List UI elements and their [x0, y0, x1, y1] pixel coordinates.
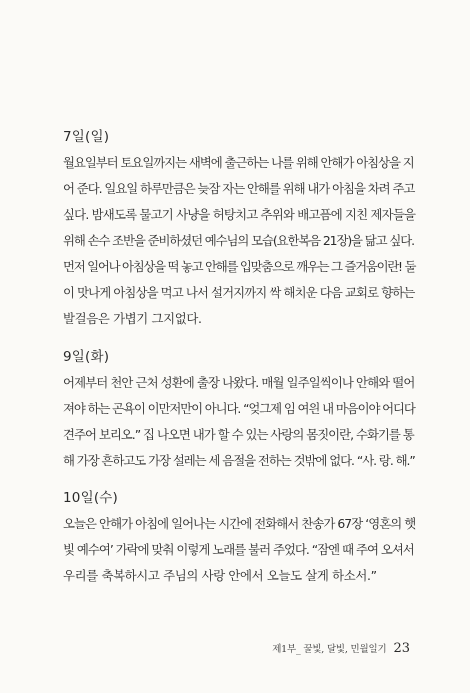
entry-line: 발걸음은 가볍기 그지없다. — [63, 311, 202, 326]
entry-line: 오늘은 안해가 아침에 일어나는 시간에 전화해서 찬송가 67장 ‘영혼의 햇 — [63, 516, 416, 531]
page-footer — [272, 641, 410, 656]
entry-line: 어제부터 천안 근처 성환에 출장 나왔다. 매월 일주일씩이나 안해와 떨어 — [63, 375, 415, 390]
entry-date: 9일(화) — [63, 349, 110, 365]
entry-line: 견주어 보리오.” 집 나오면 내가 할 수 있는 사랑의 몸짓이란, 수화기를 통 — [63, 427, 414, 442]
entry-line: 빛 예수여’ 가락에 맞춰 이렇게 노래를 불러 주었다. “잠엔 때 주여 오셔서 — [63, 542, 414, 557]
entry-date: 10일(수) — [63, 490, 118, 506]
running-footer-title: 제1부_ 꿀빛, 달빛, 민월일기 — [272, 644, 387, 655]
diary-entry-7 — [63, 128, 415, 332]
entry-line: 우리를 축복하시고 주님의 사랑 안에서 오늘도 살게 하소서.” — [63, 568, 377, 583]
entry-line: 져야 하는 곤욕이 이만저만이 아니다. “엊그제 임 여읜 내 마음이야 어디다 — [63, 401, 415, 416]
entry-line: 어 준다. 일요일 하루만큼은 늦잠 자는 안해를 위해 내가 아침을 차려 주고 — [63, 181, 415, 196]
diary-entry-10 — [63, 489, 415, 589]
entry-line: 싶다. 밤새도록 물고기 사냥을 허탕치고 추위와 배고픔에 지친 제자들을 — [63, 207, 416, 222]
entry-date: 7일(일) — [63, 129, 110, 145]
entry-line: 해 가장 흔하고도 가장 설레는 세 음절을 전하는 것밖에 없다. “사. 랑. 해.” — [63, 453, 415, 468]
entry-line: 월요일부터 토요일까지는 새벽에 출근하는 나를 위해 안해가 아침상을 지 — [63, 155, 414, 170]
entry-line: 이 맛나게 아침상을 먹고 나서 설거지까지 싹 해치운 다음 교회로 향하는 — [63, 285, 415, 300]
page-number: 23 — [393, 641, 410, 656]
entry-line: 먼저 일어나 아침상을 떡 놓고 안해를 입맞춤으로 깨우는 그 즐거움이란! 둘 — [63, 259, 416, 274]
entry-line: 위해 손수 조반을 준비하셨던 예수님의 모습(요한복음 21장)을 닮고 싶다. — [63, 233, 414, 248]
diary-entry-9 — [63, 348, 415, 474]
